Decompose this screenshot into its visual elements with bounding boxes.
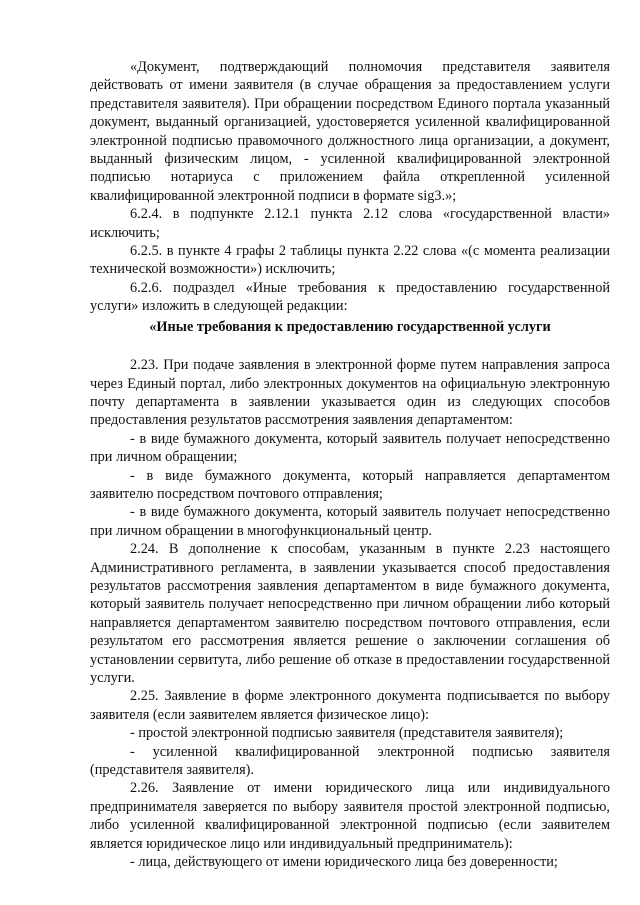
list-item: - в виде бумажного документа, который заявитель получает непосредственно при личном обращении в многофункциональный центр. (90, 504, 610, 539)
paragraph-2-25: 2.25. Заявление в форме электронного документа подписывается по выбору заявителя (если заявителем является физическое лицо): (90, 688, 610, 723)
list-item: - простой электронной подписью заявителя (представителя заявителя); (130, 725, 564, 742)
list-item: - в виде бумажного документа, который направляется департаментом заявителю посредством почтового отправления; (90, 467, 610, 502)
list-item: - лица, действующего от имени юридического лица без доверенности; (130, 854, 558, 871)
quoted-paragraph: «Документ, подтверждающий полномочия представителя заявителя действовать от имени заявителя (в случае обращения за предоставлением услуги представителя заявителя). При обращении посредством Единого портала указанный документ, выданный организацией, удостоверяется усиленной квалифицированной электронной подписью правомочного должностного лица организации, а документ, выданный физическим лицом, - усиленной квалифицированной электронной подписью нотариуса с приложением файла открепленной усиленной квалифицированной электронной подписи в формате sig3.»; (90, 59, 610, 204)
paragraph-6-2-6: 6.2.6. подраздел «Иные требования к предоставлению государственной услуги» изложить в следующей редакции: (90, 279, 610, 315)
list-item: - в виде бумажного документа, который заявитель получает непосредственно при личном обращении; (90, 430, 610, 466)
document-page (90, 58, 610, 871)
list-item: - усиленной квалифицированной электронной подписью заявителя (представителя заявителя). (90, 743, 610, 779)
paragraph-2-23: 2.23. При подаче заявления в электронной форме путем направления запроса через Единый портал, либо электронных документов на официальную электронную почту департамента в заявлении указывается один из следующих способов предоставления результатов рассмотрения заявления департаментом: (90, 357, 610, 429)
paragraph-2-26: 2.26. Заявление от имени юридического лица или индивидуального предпринимателя заверяется по выбору заявителя простой электронной подписью, либо усиленной квалифицированной электронной подписью (если заявителем является юридическое лицо или индивидуальный предприниматель): (90, 780, 610, 852)
paragraph-2-24: 2.24. В дополнение к способам, указанным в пункте 2.23 настоящего Административного регламента, в заявлении указывается способ предоставления результатов рассмотрения заявления департаментом в виде бумажного документа, который заявитель получает непосредственно при личном обращении либо который направляется департаментом заявителю посредством почтового отправления, если результатом его рассмотрения является решение о заключении соглашения об установлении сервитута, либо решение об отказе в предоставлении государственной услуги. (90, 541, 610, 686)
spacer (90, 336, 610, 356)
section-heading: «Иные требования к предоставлению государственной услуги (149, 318, 551, 335)
paragraph-6-2-5: 6.2.5. в пункте 4 графы 2 таблицы пункта 2.22 слова «(с момента реализации технической возможности») исключить; (90, 243, 610, 278)
paragraph-6-2-4: 6.2.4. в подпункте 2.12.1 пункта 2.12 слова «государственной власти» исключить; (90, 206, 610, 241)
